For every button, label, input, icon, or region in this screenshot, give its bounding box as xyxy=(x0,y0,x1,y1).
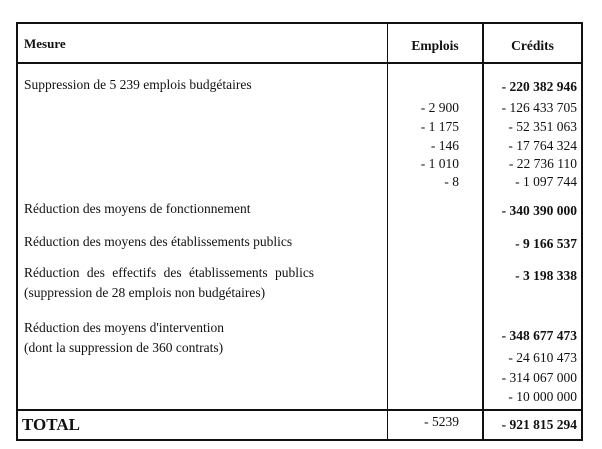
detail-credits: - 126 433 705 xyxy=(501,100,577,115)
total-divider xyxy=(16,409,583,411)
row-label: Réduction des moyens d'intervention xyxy=(24,320,225,335)
detail-credits: - 17 764 324 xyxy=(508,138,577,153)
table-border-top xyxy=(16,22,583,24)
row-credits: - 3 198 338 xyxy=(515,268,577,283)
row-label: Réduction des effectifs des établissements publics xyxy=(24,265,315,280)
column-divider-emplois xyxy=(387,22,388,441)
row-label-line2: (suppression de 28 emplois non budgétaires) xyxy=(24,285,266,300)
detail-emplois: - 146 xyxy=(430,138,459,153)
total-credits: - 921 815 294 xyxy=(501,417,577,432)
detail-credits: - 314 067 000 xyxy=(501,370,577,385)
row-credits: - 220 382 946 xyxy=(501,79,577,94)
detail-emplois: - 2 900 xyxy=(420,100,459,115)
detail-credits: - 52 351 063 xyxy=(508,119,577,134)
header-mesure: Mesure xyxy=(24,36,66,51)
row-label-line2: (dont la suppression de 360 contrats) xyxy=(24,340,224,355)
row-label: Réduction des moyens des établissements publics xyxy=(24,234,293,249)
table-border-bottom xyxy=(16,439,583,441)
table-border-left xyxy=(16,22,18,441)
detail-emplois: - 1 175 xyxy=(420,119,459,134)
row-label: Réduction des moyens de fonctionnement xyxy=(24,201,251,216)
table-border-right xyxy=(581,22,583,441)
total-emplois: - 5239 xyxy=(424,414,459,429)
row-credits: - 348 677 473 xyxy=(501,328,577,343)
header-divider xyxy=(16,62,583,64)
header-credits: Crédits xyxy=(511,38,554,53)
detail-credits: - 10 000 000 xyxy=(508,389,577,404)
detail-emplois: - 1 010 xyxy=(420,156,459,171)
detail-credits: - 22 736 110 xyxy=(508,156,577,171)
row-credits: - 340 390 000 xyxy=(501,203,577,218)
total-label: TOTAL xyxy=(22,415,80,434)
row-credits: - 9 166 537 xyxy=(515,236,577,251)
detail-credits: - 24 610 473 xyxy=(508,350,577,365)
header-emplois: Emplois xyxy=(411,38,459,53)
detail-credits: - 1 097 744 xyxy=(515,174,577,189)
row-label: Suppression de 5 239 emplois budgétaires xyxy=(24,77,252,92)
detail-emplois: - 8 xyxy=(444,174,459,189)
